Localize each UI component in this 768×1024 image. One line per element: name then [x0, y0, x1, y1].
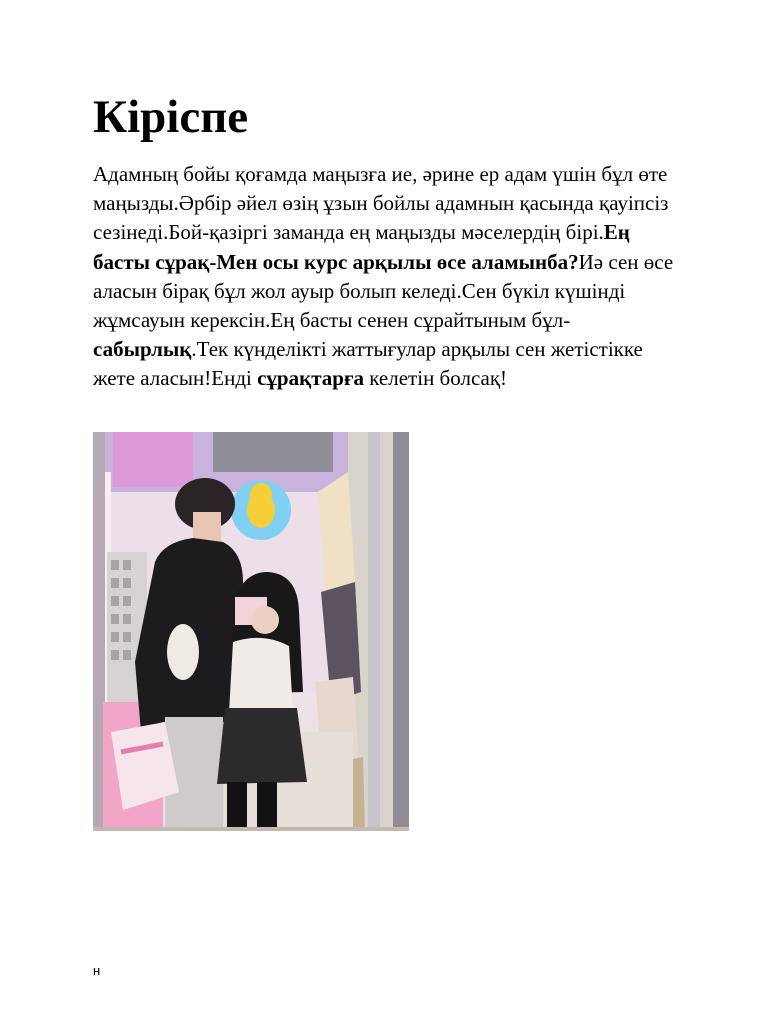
paragraph-text-3: .Тек күнделікті жаттығулар арқылы сен жетістікке жете аласын!Енді: [93, 337, 643, 391]
couple-photo: [93, 432, 409, 831]
paragraph-text-2: Иә сен өсе аласын бірақ бұл жол ауыр болып келеді.Сен бүкіл күшінді жұмсауын керексін.Ең басты сенен сұрайтыным бұл-: [93, 249, 674, 333]
intro-paragraph: [93, 160, 678, 394]
footer-mark: н: [93, 963, 101, 978]
paragraph-bold-questions: сұрақтарға: [257, 366, 364, 391]
paragraph-text-4: келетін болсақ!: [364, 366, 508, 391]
paragraph-bold-question: Ең басты сұрақ-Мен осы курс арқылы өсе аламынба?: [93, 220, 630, 274]
page-title: Кіріспе: [93, 91, 249, 143]
paragraph-bold-patience: сабырлық: [93, 337, 192, 362]
paragraph-text-1: Адамның бойы қоғамда маңызға ие, әрине ер адам үшін бұл өте маңызды.Әрбір әйел өзің ұзын бойлы адамнын қасында қауіпсіз сезінеді.Бой-қазіргі заманда ең маңызды мәселердің бірі.: [93, 162, 669, 245]
